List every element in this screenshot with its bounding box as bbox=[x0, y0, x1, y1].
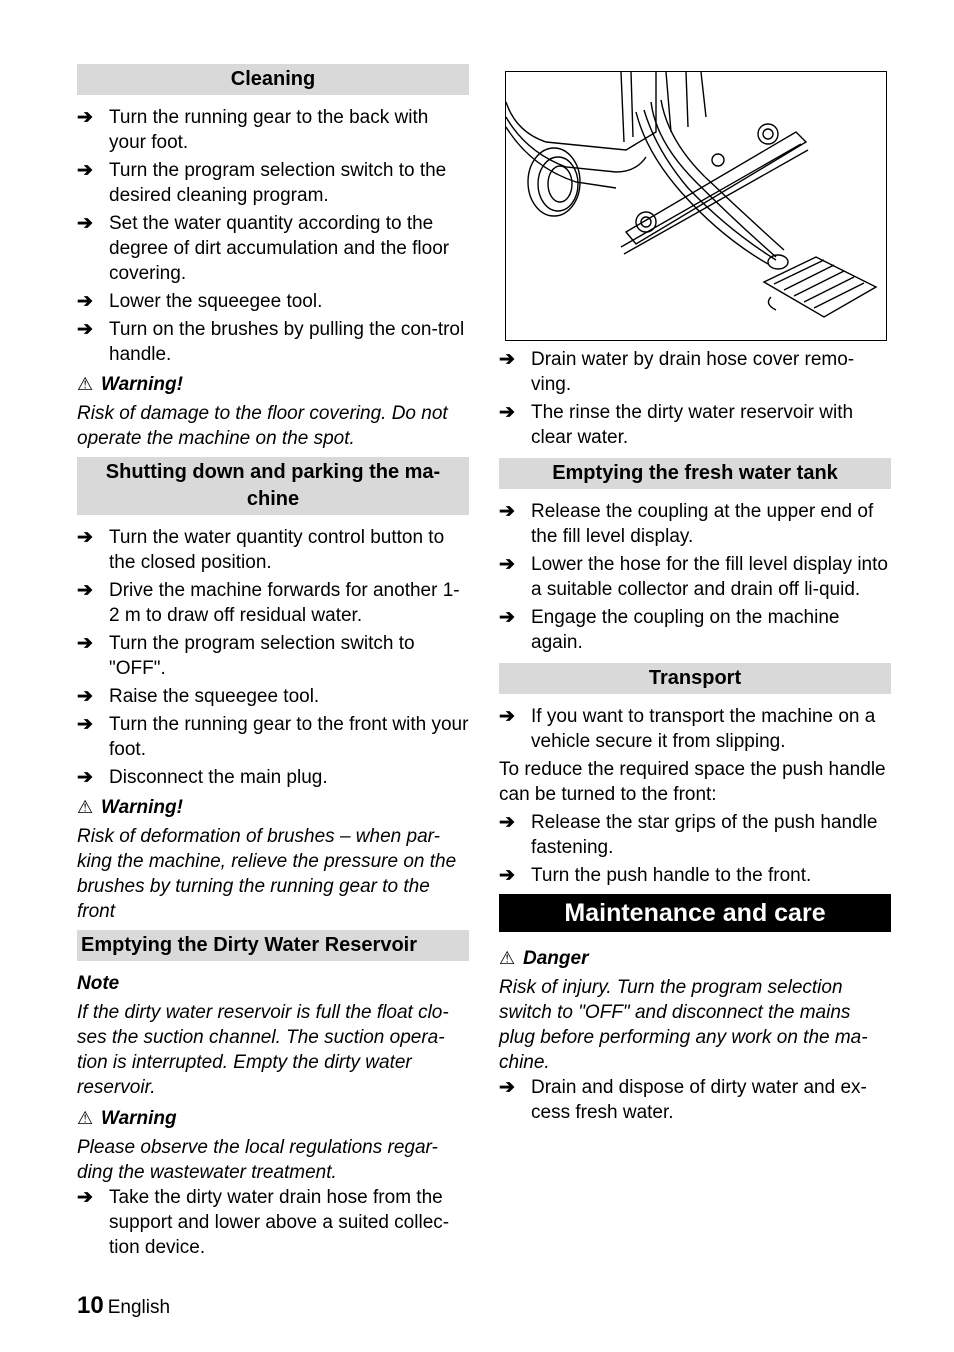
heading-dirty-water: Emptying the Dirty Water Reservoir bbox=[77, 930, 469, 961]
warning-title: ⚠ Warning! bbox=[77, 797, 183, 818]
list-item: ➔ Raise the squeegee tool. bbox=[77, 686, 320, 707]
warning-text: Risk of damage to the floor covering. Do not operate the machine on the spot. bbox=[77, 403, 448, 449]
list-item: ➔ Engage the coupling on the machine again. bbox=[499, 607, 840, 653]
list-item: ➔ Turn the program selection switch to the desired cleaning program. bbox=[77, 160, 447, 206]
list-item: ➔ Lower the hose for the fill level display into a suitable collector and drain off li-quid. bbox=[499, 554, 888, 600]
page-language: English bbox=[107, 1297, 171, 1318]
machine-illustration bbox=[505, 71, 887, 341]
list-item: ➔ Release the star grips of the push handle fastening. bbox=[499, 812, 878, 858]
heading-transport: Transport bbox=[499, 663, 891, 694]
arrow-right-icon: ➔ bbox=[499, 865, 515, 886]
list-item: ➔ Take the dirty water drain hose from the support and lower above a suited collec-tion device. bbox=[77, 1187, 450, 1258]
warning-triangle-icon: ⚠ bbox=[77, 374, 94, 394]
left-column bbox=[77, 64, 469, 1263]
arrow-right-icon: ➔ bbox=[77, 213, 93, 234]
arrow-right-icon: ➔ bbox=[499, 706, 515, 727]
warning-triangle-icon: ⚠ bbox=[77, 797, 94, 817]
right-column bbox=[499, 64, 891, 1128]
danger-title: ⚠ Danger bbox=[499, 948, 589, 969]
list-item: ➔ The rinse the dirty water reservoir with clear water. bbox=[499, 402, 854, 448]
danger-text: Risk of injury. Turn the program selection switch to "OFF" and disconnect the mains plug before performing any work on the ma-chine. bbox=[499, 977, 868, 1073]
heading-cleaning: Cleaning bbox=[77, 64, 469, 95]
squeegee-hose-drawing bbox=[506, 72, 886, 340]
arrow-right-icon: ➔ bbox=[77, 291, 93, 312]
arrow-right-icon: ➔ bbox=[499, 1077, 515, 1098]
arrow-right-icon: ➔ bbox=[499, 501, 515, 522]
list-item: ➔ Turn the program selection switch to "OFF". bbox=[77, 633, 415, 679]
page-footer bbox=[77, 1293, 170, 1320]
heading-shutting-down: Shutting down and parking the ma-chine bbox=[77, 457, 469, 515]
arrow-right-icon: ➔ bbox=[77, 527, 93, 548]
list-item: ➔ Turn the running gear to the back with your foot. bbox=[77, 107, 429, 153]
arrow-right-icon: ➔ bbox=[77, 1187, 93, 1208]
warning-text: Please observe the local regulations regar-ding the wastewater treatment. bbox=[77, 1137, 438, 1183]
arrow-right-icon: ➔ bbox=[499, 812, 515, 833]
note-text: If the dirty water reservoir is full the float clo-ses the suction channel. The suction opera-tion is interrupted. Empty the dirty water reservoir. bbox=[77, 1002, 449, 1098]
arrow-right-icon: ➔ bbox=[77, 767, 93, 788]
heading-maintenance: Maintenance and care bbox=[499, 894, 891, 932]
arrow-right-icon: ➔ bbox=[77, 319, 93, 340]
page-number: 10 bbox=[77, 1292, 104, 1319]
list-item: ➔ Release the coupling at the upper end of the fill level display. bbox=[499, 501, 874, 547]
arrow-right-icon: ➔ bbox=[499, 554, 515, 575]
list-item: ➔ Drive the machine forwards for another 1-2 m to draw off residual water. bbox=[77, 580, 460, 626]
list-item: ➔ Disconnect the main plug. bbox=[77, 767, 328, 788]
arrow-right-icon: ➔ bbox=[499, 349, 515, 370]
heading-fresh-water: Emptying the fresh water tank bbox=[499, 458, 891, 489]
arrow-right-icon: ➔ bbox=[77, 686, 93, 707]
warning-text: Risk of deformation of brushes – when par-king the machine, relieve the pressure on the brushes by turning the running gear to the front bbox=[77, 826, 457, 922]
note-title: Note bbox=[77, 973, 120, 994]
warning-triangle-icon: ⚠ bbox=[499, 948, 516, 968]
list-item: ➔ Drain and dispose of dirty water and ex-cess fresh water. bbox=[499, 1077, 867, 1123]
list-item: ➔ Turn on the brushes by pulling the con-trol handle. bbox=[77, 319, 465, 365]
transport-text: To reduce the required space the push handle can be turned to the front: bbox=[499, 759, 886, 805]
list-item: ➔ If you want to transport the machine on a vehicle secure it from slipping. bbox=[499, 706, 876, 752]
list-item: ➔ Turn the running gear to the front with your foot. bbox=[77, 714, 469, 760]
list-item: ➔ Turn the water quantity control button to the closed position. bbox=[77, 527, 445, 573]
warning-title: ⚠ Warning! bbox=[77, 374, 183, 395]
arrow-right-icon: ➔ bbox=[77, 633, 93, 654]
warning-title: ⚠ Warning bbox=[77, 1108, 177, 1129]
arrow-right-icon: ➔ bbox=[77, 160, 93, 181]
warning-triangle-icon: ⚠ bbox=[77, 1108, 94, 1128]
list-item: ➔ Turn the push handle to the front. bbox=[499, 865, 812, 886]
arrow-right-icon: ➔ bbox=[77, 714, 93, 735]
arrow-right-icon: ➔ bbox=[499, 607, 515, 628]
list-item: ➔ Set the water quantity according to the degree of dirt accumulation and the floor covering. bbox=[77, 213, 450, 284]
list-item: ➔ Lower the squeegee tool. bbox=[77, 291, 323, 312]
arrow-right-icon: ➔ bbox=[77, 107, 93, 128]
list-item: ➔ Drain water by drain hose cover remo-ving. bbox=[499, 349, 855, 395]
arrow-right-icon: ➔ bbox=[77, 580, 93, 601]
arrow-right-icon: ➔ bbox=[499, 402, 515, 423]
